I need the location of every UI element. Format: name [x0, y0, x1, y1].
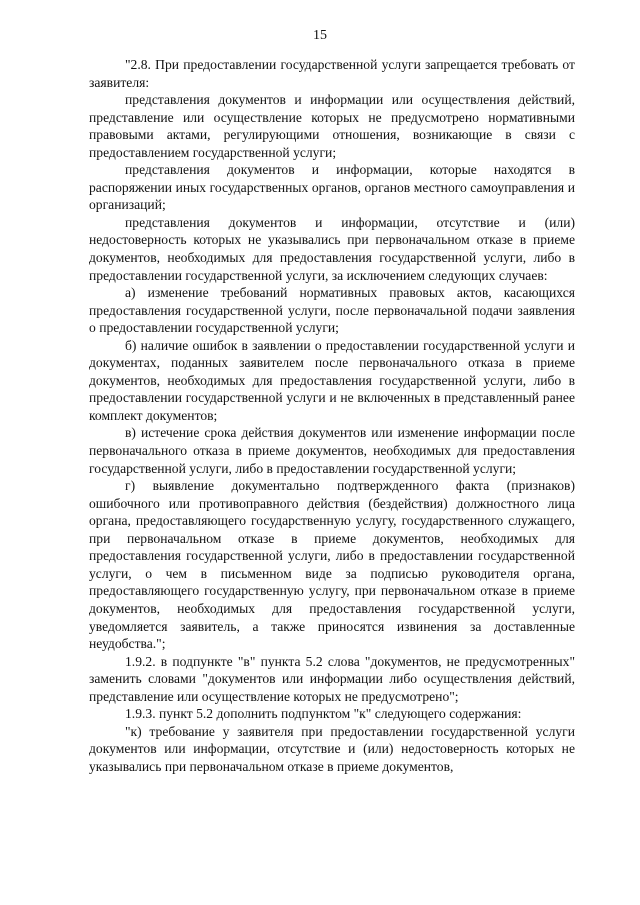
paragraph-case-a: а) изменение требований нормативных правовых актов, касающихся предоставления государственной услуги, после первоначальной подачи заявления о предоставлении государственной услуги; [89, 285, 575, 336]
paragraph-case-b: б) наличие ошибок в заявлении о предоставлении государственной услуги и документах, поданных заявителем после первоначального отказа в приеме документов, необходимых для предоставления государственной услуги, либо в предоставлении государственной услуги и не включенных в представленный ранее комплект документов; [89, 337, 575, 423]
document-body [89, 56, 575, 775]
page-number: 15 [313, 28, 327, 43]
paragraph-item-other-agencies: представления документов и информации, которые находятся в распоряжении иных государственных органов, органов местного самоуправления и организаций; [89, 162, 575, 213]
paragraph-case-v: в) истечение срока действия документов или изменение информации после первоначального отказа в приеме документов, необходимых для предоставления государственной услуги, либо в предоставлении государственной услуги; [89, 425, 575, 476]
paragraph-item-initial-refusal: представления документов и информации, отсутствие и (или) недостоверность которых не указывались при первоначальном отказе в приеме документов, необходимых для предоставления государственной услуги, либо в предоставлении государственной услуги, за исключением следующих случаев: [89, 214, 575, 283]
paragraph-subitem-k: "к) требование у заявителя при предоставлении государственной услуги документов или информации, отсутствие и (или) недостоверность которых не указывались при первоначальном отказе в приеме документов, [89, 723, 575, 774]
paragraph-2-8-heading: "2.8. При предоставлении государственной услуги запрещается требовать от заявителя: [89, 57, 575, 90]
paragraph-case-g: г) выявление документально подтвержденного факта (признаков) ошибочного или противоправного действия (бездействия) должностного лица органа, предоставляющего государственную услугу, государственного служащего, при первоначальном отказе в приеме документов, необходимых для предоставления государственной услуги, либо в предоставлении государственной услуги, о чем в письменном виде за подписью руководителя органа, предоставляющего государственную услугу, при первоначальном отказе в приеме документов, необходимых для предоставления государственной услуги, уведомляется заявитель, а также приносятся извинения за доставленные неудобства."; [89, 478, 575, 652]
paragraph-1-9-3: 1.9.3. пункт 5.2 дополнить подпунктом "к" следующего содержания: [125, 706, 522, 722]
paragraph-item-unregulated-documents: представления документов и информации или осуществления действий, представление или осуществление которых не предусмотрено нормативными правовыми актами, регулирующими отношения, возникающие в связи с предоставлением государственной услуги; [89, 92, 575, 160]
paragraph-1-9-2: 1.9.2. в подпункте "в" пункта 5.2 слова "документов, не предусмотренных" заменить словами "документов или информации либо осуществления действий, представление или осуществление которых не предусмотрено"; [89, 653, 575, 704]
